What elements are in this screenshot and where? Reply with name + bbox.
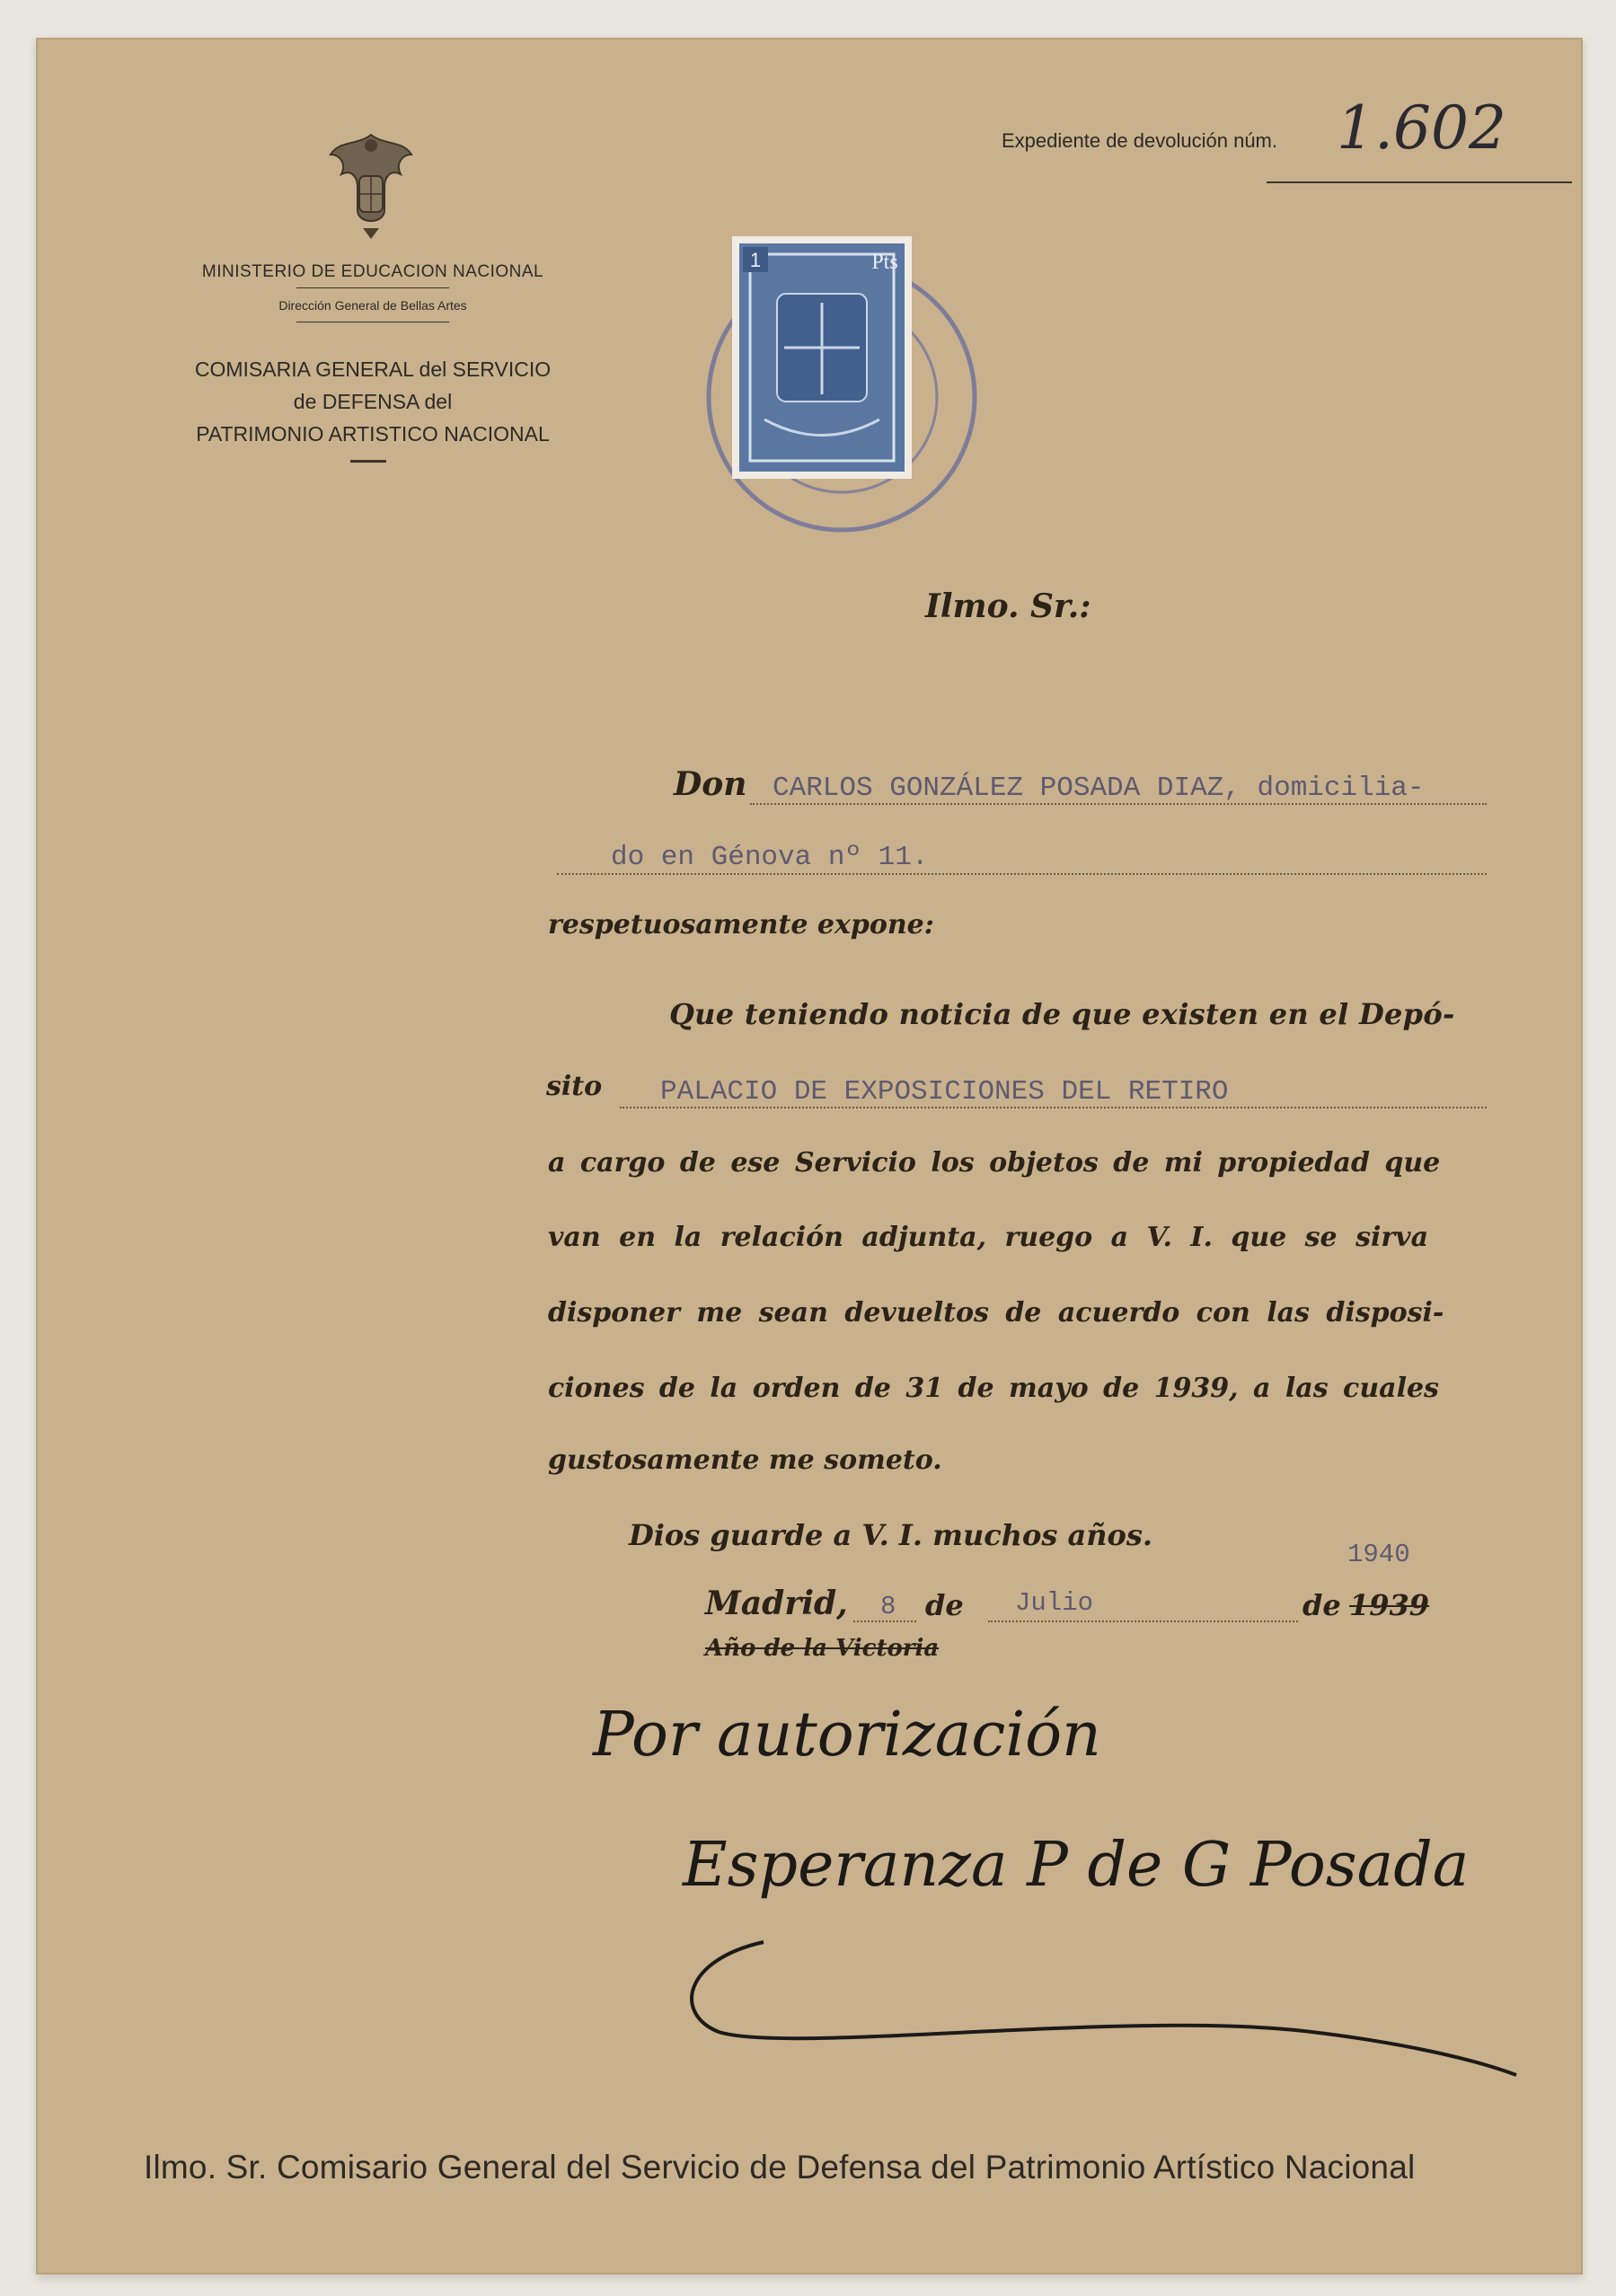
deposit-name: PALACIO DE EXPOSICIONES DEL RETIRO <box>660 1076 1229 1108</box>
signature-flourish <box>665 1897 1527 2086</box>
stamp-currency: Pts <box>871 251 898 274</box>
expone-line: respetuosamente expone: <box>548 909 934 940</box>
paragraph-line-6: ciones de la orden de 31 de mayo de 1939, a las cuales <box>548 1373 1439 1404</box>
paragraph-line-3: a cargo de ese Servicio los objetos de mi propiedad que <box>548 1147 1441 1179</box>
file-number-underline <box>1267 181 1572 183</box>
date-month: Julio <box>1015 1588 1094 1618</box>
divider <box>296 287 449 288</box>
de-label-2: de <box>1303 1588 1341 1622</box>
printed-year-struck: 1939 <box>1349 1588 1430 1622</box>
file-number: 1.602 <box>1337 93 1506 163</box>
ministry-name: MINISTERIO DE EDUCACION NACIONAL <box>201 262 544 281</box>
handwritten-authorization: Por autorización <box>593 1700 1101 1771</box>
salutation: Ilmo. Sr.: <box>925 587 1091 625</box>
document-sheet <box>36 38 1583 2274</box>
stamp-value: 1 <box>749 249 762 271</box>
de-label: de <box>925 1588 964 1622</box>
paragraph-line-7: gustosamente me someto. <box>548 1444 942 1476</box>
applicant-address: do en Génova nº 11. <box>611 842 929 873</box>
paragraph-line-1: Que teniendo noticia de que existen en el Depó- <box>669 997 1455 1031</box>
paragraph-line-4: van en la relación adjunta, ruego a V. I. que se sirva <box>548 1222 1429 1253</box>
file-number-label: Expediente de devolución núm. <box>1002 129 1277 152</box>
date-day: 8 <box>880 1592 896 1621</box>
direction-name: Dirección General de Bellas Artes <box>278 298 467 313</box>
commission-line-1: COMISARIA GENERAL del SERVICIO <box>194 358 552 381</box>
commission-line-2: de DEFENSA del <box>293 390 453 413</box>
handwritten-signature: Esperanza P de G Posada <box>683 1830 1470 1901</box>
paragraph-line-5: disponer me sean devueltos de acuerdo con las disposi- <box>548 1297 1444 1329</box>
typed-year: 1940 <box>1347 1540 1410 1569</box>
struck-victory-line: Año de la Victoria <box>705 1635 940 1662</box>
applicant-name: CARLOS GONZÁLEZ POSADA DIAZ, domicilia- <box>773 773 1425 804</box>
don-label: Don <box>674 765 747 803</box>
coat-of-arms-icon <box>322 128 420 244</box>
divider <box>350 460 386 463</box>
sito-label: sito <box>546 1071 603 1102</box>
fiscal-stamp <box>678 195 1002 545</box>
closing-line: Dios guarde a V. I. muchos años. <box>629 1518 1153 1552</box>
place-label: Madrid, <box>705 1585 848 1622</box>
commission-line-3: PATRIMONIO ARTISTICO NACIONAL <box>196 422 550 446</box>
footer-addressee: Ilmo. Sr. Comisario General del Servicio de Defensa del Patrimonio Artístico Nacional <box>144 2149 1416 2186</box>
